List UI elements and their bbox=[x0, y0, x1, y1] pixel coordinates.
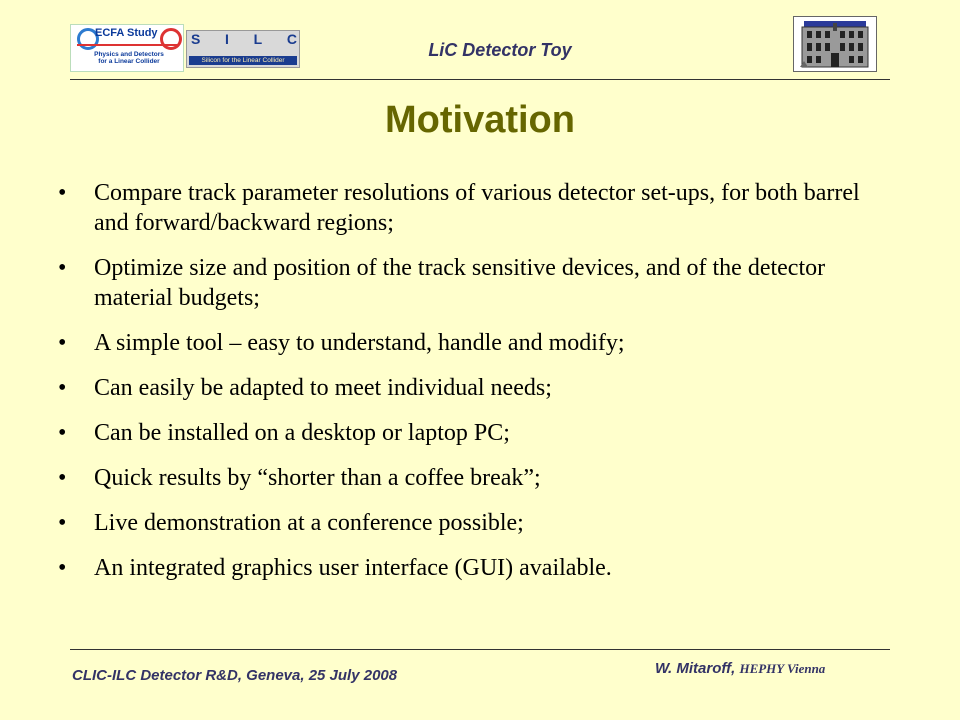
list-item-text: An integrated graphics user interface (GUI) available. bbox=[94, 555, 612, 581]
silc-tagline: Silicon for the Linear Collider bbox=[189, 56, 297, 65]
footer-author: W. Mitaroff, bbox=[655, 660, 736, 677]
footer-divider bbox=[70, 649, 890, 650]
list-item-text: Quick results by “shorter than a coffee break”; bbox=[94, 465, 541, 491]
list-item bbox=[58, 463, 888, 493]
bullet-icon: • bbox=[58, 180, 67, 206]
building-icon bbox=[793, 16, 877, 72]
list-item bbox=[58, 178, 888, 238]
list-item bbox=[58, 418, 888, 448]
list-item-text: Can easily be adapted to meet individual needs; bbox=[94, 375, 552, 401]
slide-title: Motivation bbox=[385, 99, 575, 141]
silc-letters bbox=[191, 31, 297, 47]
footer-event: CLIC-ILC Detector R&D, Geneva, 25 July 2008 bbox=[72, 667, 398, 684]
ecfa-study-logo bbox=[70, 24, 184, 72]
bullet-icon: • bbox=[58, 510, 67, 536]
header-title: LiC Detector Toy bbox=[428, 40, 572, 60]
list-item-text: A simple tool – easy to understand, handle and modify; bbox=[94, 330, 625, 356]
bullet-icon: • bbox=[58, 330, 67, 356]
ecfa-logo-title: ECFA Study bbox=[95, 27, 158, 39]
header-divider bbox=[70, 79, 890, 80]
silc-logo bbox=[186, 30, 300, 68]
silc-letter: C bbox=[286, 31, 297, 47]
list-item bbox=[58, 328, 888, 358]
list-item bbox=[58, 373, 888, 403]
silc-letter: L bbox=[253, 31, 263, 47]
list-item-text: Can be installed on a desktop or laptop PC; bbox=[94, 420, 510, 446]
list-item bbox=[58, 553, 888, 583]
bullet-list bbox=[58, 178, 888, 598]
bullet-icon: • bbox=[58, 465, 67, 491]
list-item bbox=[58, 508, 888, 538]
ecfa-subtitle-line2: for a Linear Collider bbox=[98, 58, 160, 65]
ecfa-subtitle-line1: Physics and Detectors bbox=[94, 51, 164, 58]
list-item bbox=[58, 253, 888, 313]
footer-institute: HEPHY Vienna bbox=[739, 661, 826, 676]
bullet-icon: • bbox=[58, 375, 67, 401]
silc-letter: S bbox=[191, 31, 201, 47]
list-item-text: Live demonstration at a conference possible; bbox=[94, 510, 524, 536]
list-item-text: Compare track parameter resolutions of various detector set-ups, for both barrel and forward/backward regions; bbox=[94, 180, 860, 236]
ecfa-arrow-icon bbox=[77, 44, 179, 46]
list-item-text: Optimize size and position of the track sensitive devices, and of the detector material budgets; bbox=[94, 255, 826, 311]
building-drawing bbox=[794, 17, 876, 71]
footer-author-block bbox=[655, 660, 825, 677]
bullet-icon: • bbox=[58, 555, 67, 581]
bullet-icon: • bbox=[58, 255, 67, 281]
ecfa-ring-right-icon bbox=[160, 28, 182, 50]
bullet-icon: • bbox=[58, 420, 67, 446]
silc-letter: I bbox=[225, 31, 229, 47]
ecfa-logo-subtitle bbox=[77, 51, 181, 65]
